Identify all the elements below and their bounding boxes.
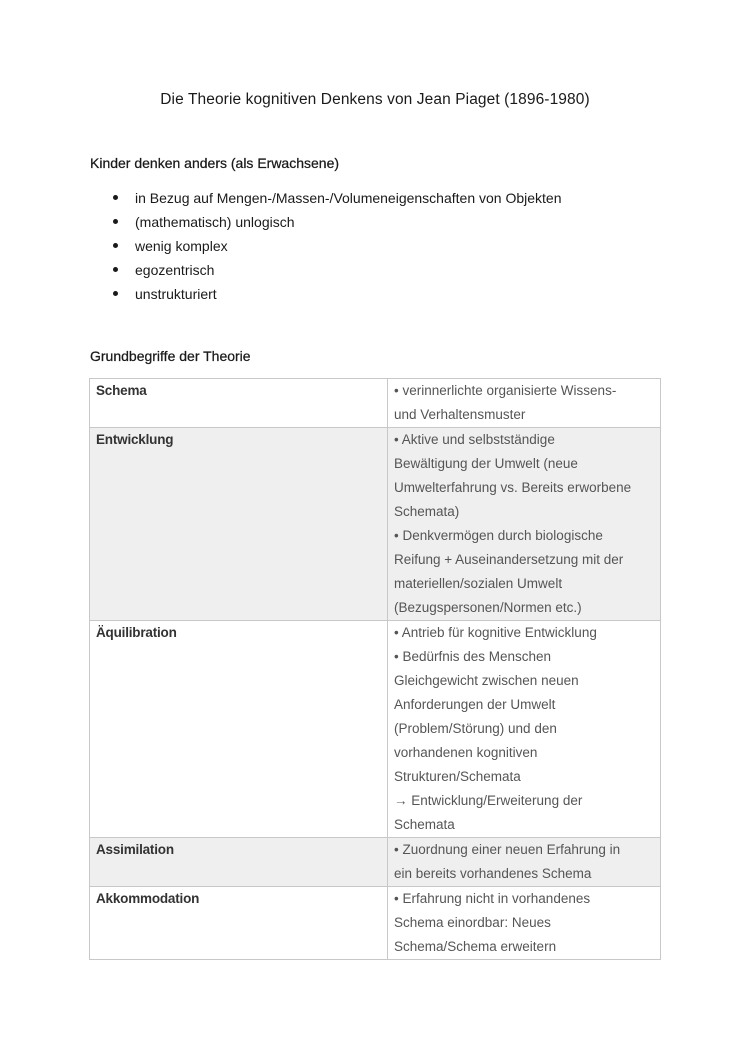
- list-item-text: wenig komplex: [135, 238, 228, 254]
- section-heading-children-think-differently: Kinder denken anders (als Erwachsene): [90, 155, 340, 171]
- bullet-icon: [113, 291, 118, 296]
- description-line: • Zuordnung einer neuen Erfahrung in: [394, 842, 621, 857]
- description-line: Schema einordbar: Neues: [394, 915, 551, 930]
- list-item-text: egozentrisch: [135, 262, 215, 278]
- description-cell: [388, 838, 661, 887]
- table-row-schema: [90, 379, 661, 428]
- description-line: Schema/Schema erweitern: [394, 939, 557, 954]
- description-line: • Antrieb für kognitive Entwicklung: [394, 625, 597, 640]
- description-line: • Denkvermögen durch biologische: [394, 528, 603, 543]
- description-line: Schemata): [394, 504, 460, 519]
- description-line: Gleichgewicht zwischen neuen: [394, 673, 579, 688]
- list-item: [90, 284, 562, 308]
- table-row-assimilation: [90, 838, 661, 887]
- description-line: materiellen/sozialen Umwelt: [394, 576, 563, 591]
- description-line: → Entwicklung/Erweiterung der: [394, 793, 583, 808]
- description-line: • Aktive und selbstständige: [394, 432, 555, 447]
- bullet-icon: [113, 243, 118, 248]
- list-item-text: (mathematisch) unlogisch: [135, 214, 295, 230]
- description-line: (Problem/Störung) und den: [394, 721, 557, 736]
- table-row-aequilibration: [90, 621, 661, 838]
- description-line: Reifung + Auseinandersetzung mit der: [394, 552, 624, 567]
- description-cell: [388, 428, 661, 621]
- term-cell: Schema: [90, 379, 388, 428]
- description-line: Bewältigung der Umwelt (neue: [394, 456, 578, 471]
- table-row-entwicklung: [90, 428, 661, 621]
- list-item-text: unstrukturiert: [135, 286, 217, 302]
- description-line: Anforderungen der Umwelt: [394, 697, 556, 712]
- term-cell: Entwicklung: [90, 428, 388, 621]
- description-line: und Verhaltensmuster: [394, 407, 526, 422]
- term-cell: Äquilibration: [90, 621, 388, 838]
- description-line: Strukturen/Schemata: [394, 769, 521, 784]
- description-line: • Bedürfnis des Menschen: [394, 649, 552, 664]
- description-cell: [388, 887, 661, 960]
- page-title: Die Theorie kognitiven Denkens von Jean Piaget (1896-1980): [160, 91, 590, 108]
- description-line: ein bereits vorhandenes Schema: [394, 866, 592, 881]
- description-line: vorhandenen kognitiven: [394, 745, 538, 760]
- description-cell: [388, 379, 661, 428]
- bullet-icon: [113, 267, 118, 272]
- description-cell: [388, 621, 661, 838]
- description-line: Umwelterfahrung vs. Bereits erworbene: [394, 480, 632, 495]
- description-line: • Erfahrung nicht in vorhandenes: [394, 891, 591, 906]
- list-item: [90, 212, 562, 236]
- bullet-icon: [113, 195, 118, 200]
- term-cell: Akkommodation: [90, 887, 388, 960]
- bullet-list: [90, 188, 562, 308]
- list-item: [90, 236, 562, 260]
- list-item-text: in Bezug auf Mengen-/Massen-/Volumeneigenschaften von Objekten: [135, 190, 562, 206]
- bullet-icon: [113, 219, 118, 224]
- list-item: [90, 188, 562, 212]
- term-cell: Assimilation: [90, 838, 388, 887]
- concepts-table: [89, 378, 661, 960]
- table-row-akkommodation: [90, 887, 661, 960]
- section-heading-basic-concepts: Grundbegriffe der Theorie: [90, 348, 251, 364]
- description-line: Schemata: [394, 817, 455, 832]
- description-line: • verinnerlichte organisierte Wissens-: [394, 383, 617, 398]
- description-line: (Bezugspersonen/Normen etc.): [394, 600, 582, 615]
- list-item: [90, 260, 562, 284]
